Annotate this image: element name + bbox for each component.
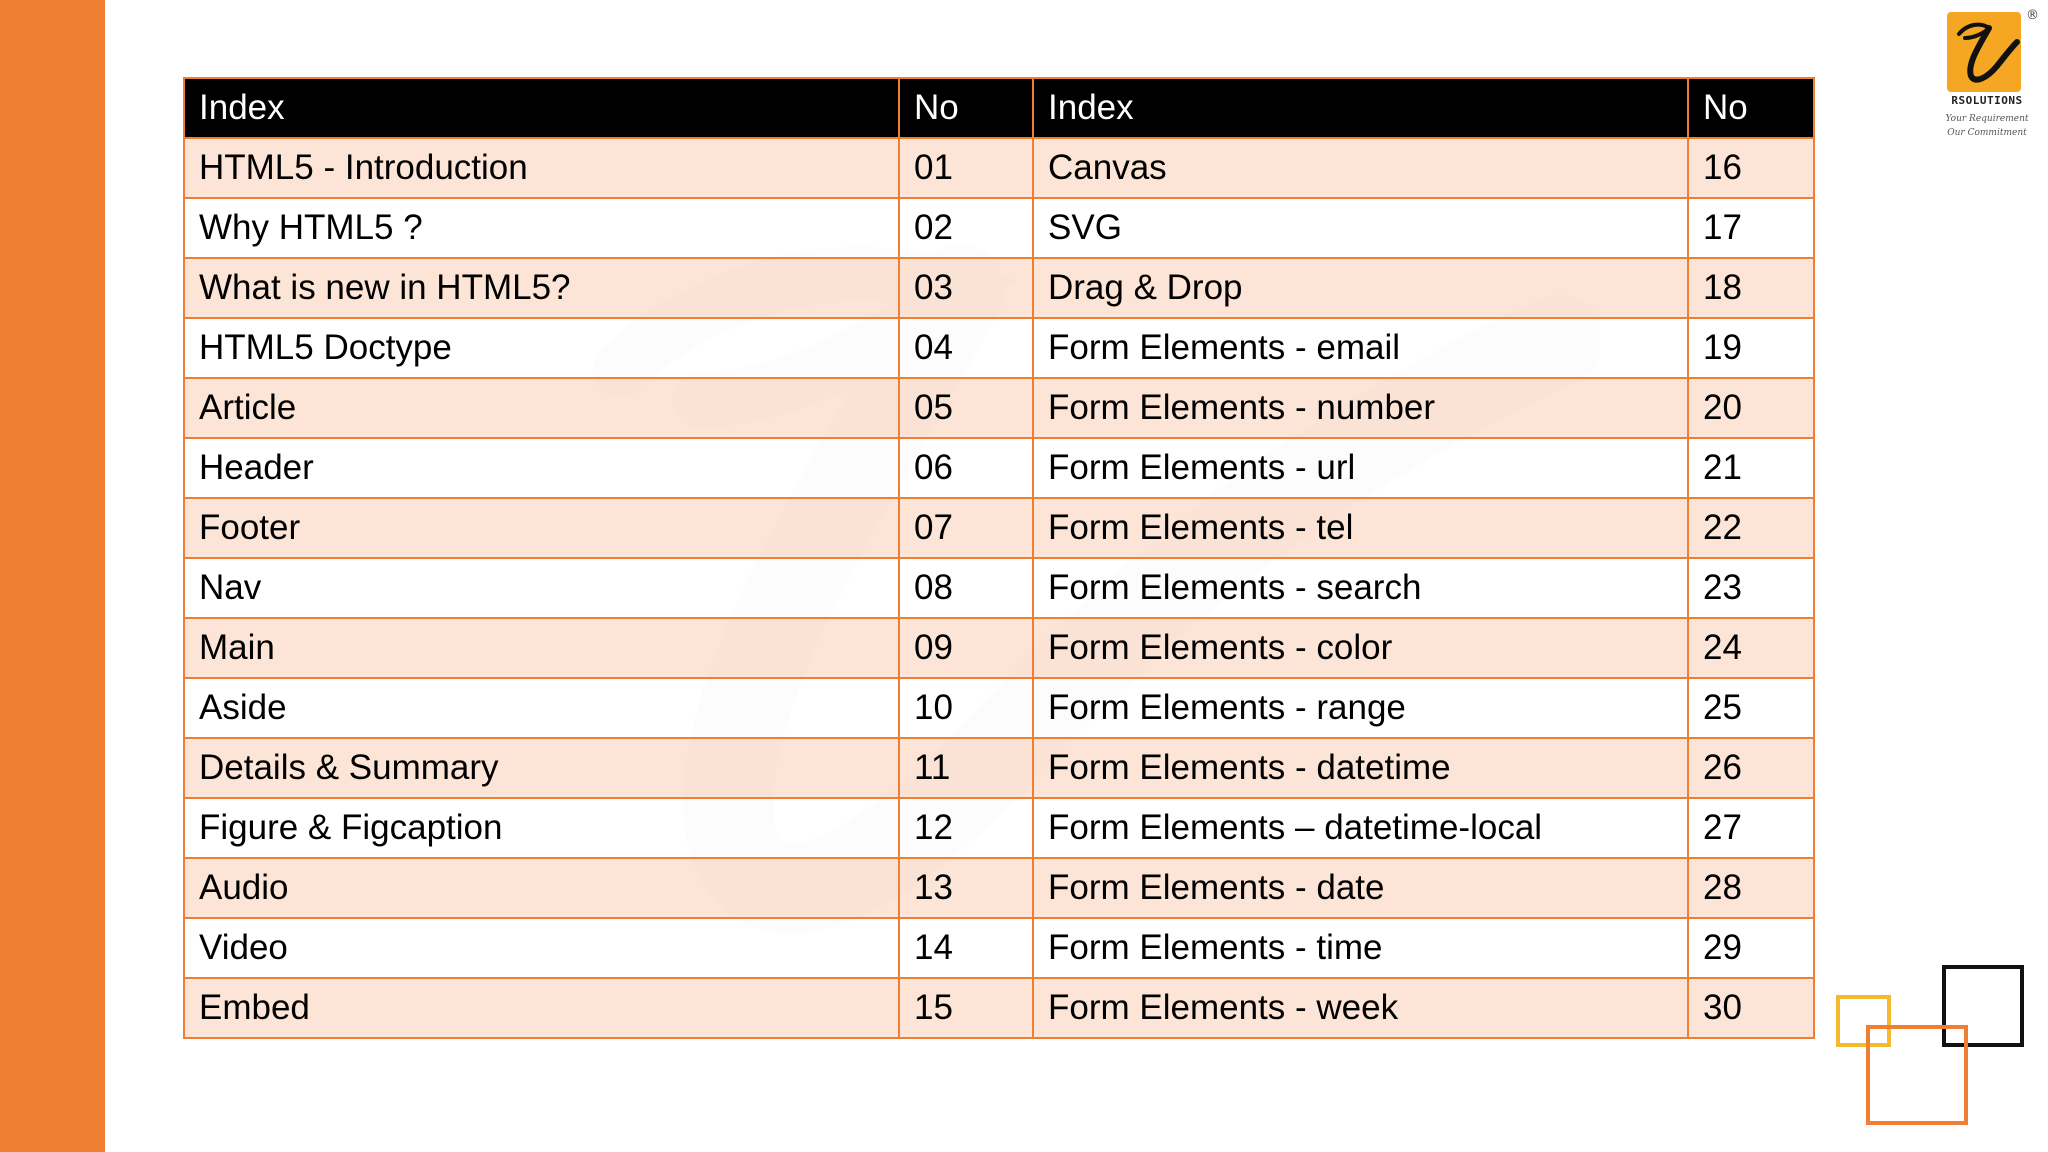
- logo-badge-icon: [1947, 12, 2021, 92]
- topic-cell: Audio: [184, 858, 899, 918]
- table-row: [184, 918, 1814, 978]
- number-cell: 07: [899, 498, 1033, 558]
- topic-cell: Nav: [184, 558, 899, 618]
- table-row: [184, 378, 1814, 438]
- table-row: [184, 858, 1814, 918]
- topic-cell: Form Elements – datetime-local: [1033, 798, 1688, 858]
- table-row: [184, 498, 1814, 558]
- number-cell: 26: [1688, 738, 1814, 798]
- table-row: [184, 798, 1814, 858]
- table-row: [184, 318, 1814, 378]
- topic-cell: Form Elements - range: [1033, 678, 1688, 738]
- number-cell: 03: [899, 258, 1033, 318]
- table-row: [184, 258, 1814, 318]
- column-header-index: Index: [1033, 78, 1688, 138]
- topic-cell: Form Elements - color: [1033, 618, 1688, 678]
- topic-cell: Drag & Drop: [1033, 258, 1688, 318]
- number-cell: 30: [1688, 978, 1814, 1038]
- topic-cell: Details & Summary: [184, 738, 899, 798]
- number-cell: 28: [1688, 858, 1814, 918]
- column-header-no: No: [1688, 78, 1814, 138]
- topic-cell: Form Elements - url: [1033, 438, 1688, 498]
- logo-company-name: RSOLUTIONS: [1951, 94, 2023, 107]
- topic-cell: Figure & Figcaption: [184, 798, 899, 858]
- number-cell: 24: [1688, 618, 1814, 678]
- topic-cell: Form Elements - week: [1033, 978, 1688, 1038]
- number-cell: 09: [899, 618, 1033, 678]
- topic-cell: Footer: [184, 498, 899, 558]
- logo-tagline-line-1: Your Requirement: [1945, 114, 2029, 124]
- topic-cell: Article: [184, 378, 899, 438]
- topic-cell: Form Elements - time: [1033, 918, 1688, 978]
- number-cell: 20: [1688, 378, 1814, 438]
- number-cell: 25: [1688, 678, 1814, 738]
- number-cell: 04: [899, 318, 1033, 378]
- topic-cell: Form Elements - date: [1033, 858, 1688, 918]
- topic-cell: Form Elements - number: [1033, 378, 1688, 438]
- company-logo: [1944, 10, 2044, 150]
- topic-cell: What is new in HTML5?: [184, 258, 899, 318]
- table-row: [184, 198, 1814, 258]
- table-row: [184, 678, 1814, 738]
- topic-cell: Form Elements - email: [1033, 318, 1688, 378]
- table-row: [184, 738, 1814, 798]
- number-cell: 14: [899, 918, 1033, 978]
- topic-cell: Main: [184, 618, 899, 678]
- logo-tagline-line-2: Our Commitment: [1947, 128, 2027, 138]
- table-header-row: [184, 78, 1814, 138]
- number-cell: 12: [899, 798, 1033, 858]
- topic-cell: Embed: [184, 978, 899, 1038]
- left-accent-band: [0, 0, 105, 1152]
- number-cell: 23: [1688, 558, 1814, 618]
- decorative-square-orange: [1866, 1025, 1968, 1125]
- column-header-index: Index: [184, 78, 899, 138]
- topic-cell: HTML5 - Introduction: [184, 138, 899, 198]
- column-header-no: No: [899, 78, 1033, 138]
- number-cell: 02: [899, 198, 1033, 258]
- number-cell: 17: [1688, 198, 1814, 258]
- number-cell: 10: [899, 678, 1033, 738]
- table-row: [184, 618, 1814, 678]
- topic-cell: Form Elements - tel: [1033, 498, 1688, 558]
- table-row: [184, 438, 1814, 498]
- topic-cell: HTML5 Doctype: [184, 318, 899, 378]
- topic-cell: SVG: [1033, 198, 1688, 258]
- number-cell: 19: [1688, 318, 1814, 378]
- number-cell: 08: [899, 558, 1033, 618]
- topic-cell: Form Elements - datetime: [1033, 738, 1688, 798]
- topic-cell: Form Elements - search: [1033, 558, 1688, 618]
- table-row: [184, 558, 1814, 618]
- registered-mark: ®: [2026, 8, 2039, 23]
- table-row: [184, 978, 1814, 1038]
- number-cell: 06: [899, 438, 1033, 498]
- number-cell: 21: [1688, 438, 1814, 498]
- table-row: [184, 138, 1814, 198]
- index-table: [183, 77, 1815, 1039]
- number-cell: 22: [1688, 498, 1814, 558]
- logo-tagline: [1944, 112, 2030, 140]
- number-cell: 27: [1688, 798, 1814, 858]
- topic-cell: Why HTML5 ?: [184, 198, 899, 258]
- number-cell: 15: [899, 978, 1033, 1038]
- topic-cell: Canvas: [1033, 138, 1688, 198]
- topic-cell: Video: [184, 918, 899, 978]
- topic-cell: Aside: [184, 678, 899, 738]
- number-cell: 01: [899, 138, 1033, 198]
- number-cell: 29: [1688, 918, 1814, 978]
- number-cell: 05: [899, 378, 1033, 438]
- number-cell: 18: [1688, 258, 1814, 318]
- topic-cell: Header: [184, 438, 899, 498]
- number-cell: 13: [899, 858, 1033, 918]
- number-cell: 16: [1688, 138, 1814, 198]
- number-cell: 11: [899, 738, 1033, 798]
